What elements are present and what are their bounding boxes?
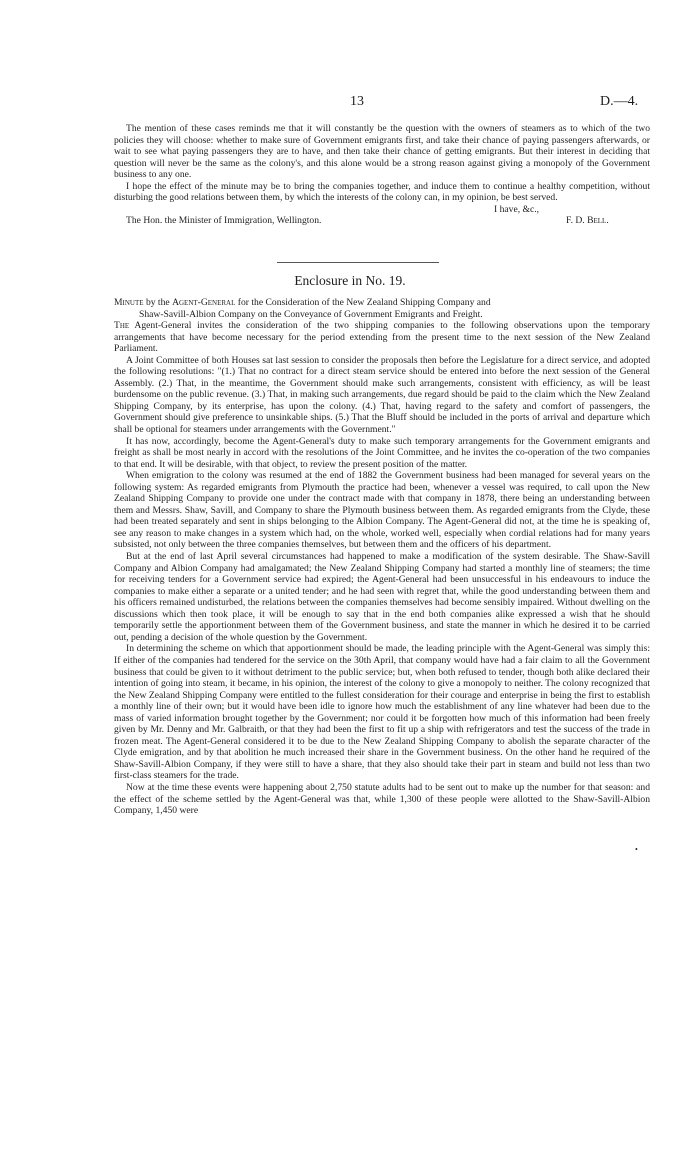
enclosure-title: Enclosure in No. 19. [294,273,406,288]
enclosure-paragraph: But at the end of last April several circumstances had happened to make a modification of the system desirable. The Shaw-Savill Company and Albion Company had amalgamated; the New Zealand Shipping Company had started a monthly line of steamers; the time for receiving tenders for a Government service had expired; the Agent-General had been unsuccessful in his endeavours to induce the companies to make either a separate or a united tender; and he had seen with regret that, while the good understanding between them and his officers remained undisturbed, the relations between the companies themselves had become sensibly impaired. Without dwelling on the discussions which then took place, it will be enough to say that in the end both companies alike expressed a wish that he should temporarily settle the apportionment between them of the Government business, and state the manner in which he desired it to be carried out, pending a decision of the whole question by the Government. [114,551,650,643]
minute-by: by the [145,297,170,308]
minute-subject: for the Consideration of the New Zealand Shipping Company and [237,297,491,308]
letter-paragraph: The mention of these cases reminds me that it will constantly be the question with the owners of steamers as to which of the two policies they will choose: whether to make sure of Government emigrants first, and take their chance of paying passengers afterwards, or wait to see what paying passengers they are to have, and then take their chance of getting emigrants. But their interest in deciding that question will never be the same as the colony's, and this alone would be a strong reason against giving a monopoly of the Government business to any one. [114,123,650,181]
minute-title [114,297,650,320]
letter-paragraph: I hope the effect of the minute may be to bring the companies together, and induce them to continue a healthy competition, without disturbing the good relations between them, by which the interests of the colony can, in my opinion, be best served. [114,180,650,204]
letter-addressee: The Hon. the Minister of Immigration, Wellington. [126,215,322,227]
letter-closing: I have, &c., [494,203,540,215]
opening-word: The [114,320,130,332]
document-reference: D.—4. [600,94,639,109]
enclosure-paragraph: In determining the scheme on which that apportionment should be made, the leading principle with the Agent-General was simply this: If either of the companies had tendered for the service on the 30th April, that company would have had a fair claim to all the Government business that could be given to it without detriment to the public service; but, when both refused to tender, though both alike declared their intention of going into steam, it became, in his opinion, the interest of the colony to give a monopoly to neither. The colony recognized that the New Zealand Shipping Company were entitled to the fullest consideration for their courage and enterprise in being the first to establish a monthly line of their own; but it would have been idle to ignore how much the establishment of any line whatever had been due to the mass of varied information brought together by the Government; nor could it be forgotten how much of this information had been freely given by Mr. Denny and Mr. Galbraith, or that they had been the first to fit up a ship with refrigerators and test the success of the trade in frozen meat. The Agent-General considered it to be due to the New Zealand Shipping Company to abolish the separate character of the Clyde emigration, and by that abolition he much increased their share in the Government business. On the other hand he required of the Shaw-Savill-Albion Company, if they were still to have a share, that they also should take their part in steam and build not less than two first-class steamers for the trade. [114,643,650,782]
enclosure-opening-paragraph [114,320,650,355]
enclosure-section [114,297,650,817]
letter-signature-row [114,215,650,227]
opening-text: Agent-General invites the consideration of the two shipping companies to the following observations upon the temporary arrangements that have become necessary for the period extending from the present time to the next session of the New Zealand Parliament. [114,320,650,355]
enclosure-paragraph: When emigration to the colony was resumed at the end of 1882 the Government business had been managed for several years on the following system: As regarded emigrants from Plymouth the practice had been, whenever a vessel was required, to call upon the New Zealand Shipping Company to provide one under the contract made with that company in 1878, there being an understanding between them and Messrs. Shaw, Savill, and Company to share the Plymouth business between them. As regarded emigrants from the Clyde, these had been treated separately and sent in ships belonging to the Albion Company. The Agent-General did not, at the time he is speaking of, see any reason to make changes in a system which had, on the whole, worked well, especially when cordial relations had for many years subsisted, not only between the three companies themselves, but between them and the officers of his department. [114,470,650,551]
section-divider [277,262,439,263]
minute-agent: Agent-General [172,297,236,308]
enclosure-paragraph: A Joint Committee of both Houses sat last session to consider the proposals then before the Legislature for a direct service, and adopted the following resolutions: "(1.) That no contract for a direct steam service should be entered into before the next session of the General Assembly. (2.) That, in the meantime, the Government should make such arrangements, consistent with efficiency, as will be least burdensome on the public revenue. (3.) That, in making such arrangements, due regard should be paid to the claim which the New Zealand Shipping Company, by its enterprise, has upon the colony. (4.) That, having regard to the safety and comfort of passengers, the Government should give preference to unsinkable ships. (5.) That the Bluff should be included in the ports of arrival and departure which shall be optional for steamers under arrangements with the Government." [114,354,650,436]
letter-section [114,123,650,227]
page-number: 13 [350,94,364,109]
margin-dot: • [635,845,638,854]
minute-subject-continued: Shaw-Savill-Albion Company on the Conveyance of Government Emigrants and Freight. [139,308,483,320]
letter-closing-row [114,204,650,216]
letter-signature: F. D. Bell. [566,215,609,227]
enclosure-paragraph: It has now, accordingly, become the Agent-General's duty to make such temporary arrangements for the Government emigrants and freight as shall be most nearly in accord with the resolutions of the Joint Committee, and he invites the co-operation of the two companies to that end. It will be desirable, with that object, to review the present position of the matter. [114,435,650,470]
minute-lead: Minute [114,297,144,308]
enclosure-paragraph: Now at the time these events were happening about 2,750 statute adults had to be sent out to make up the number for that season: and the effect of the scheme settled by the Agent-General was that, while 1,300 of these people were allotted to the Shaw-Savill-Albion Company, 1,450 were [114,781,650,817]
